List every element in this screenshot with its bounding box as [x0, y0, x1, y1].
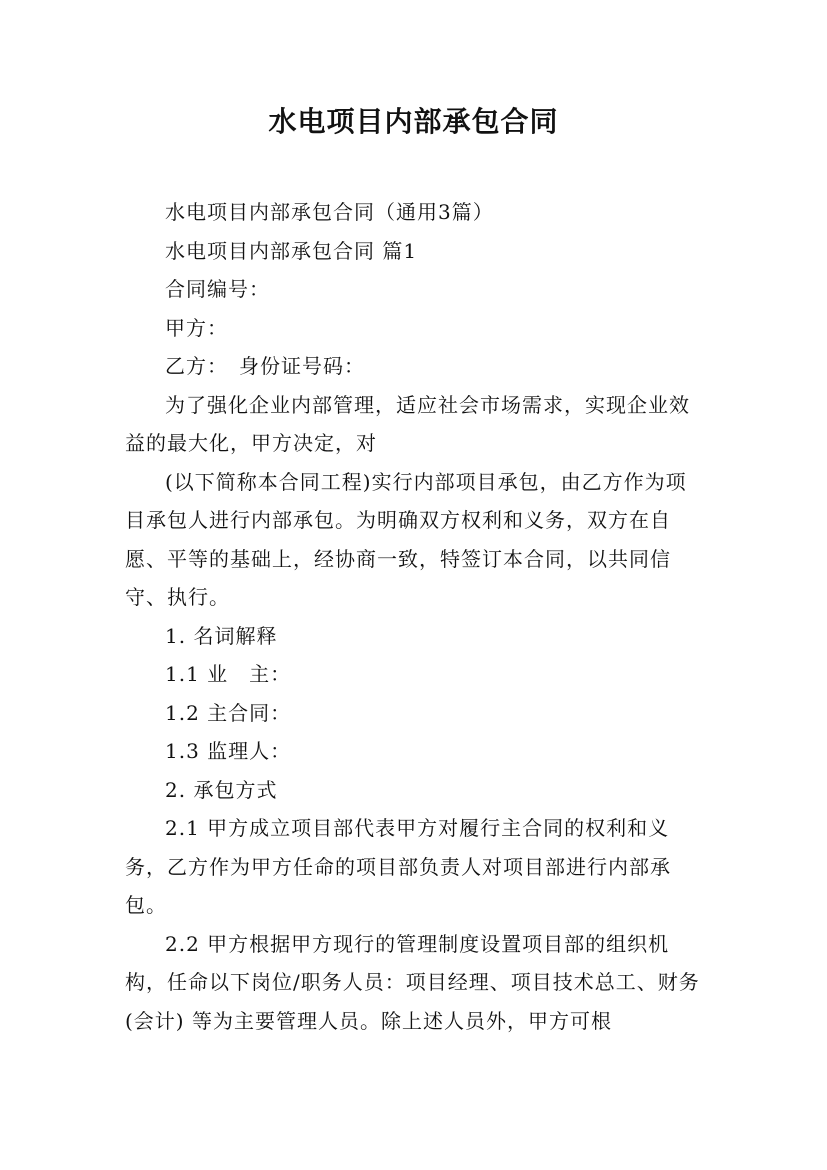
document-body	[125, 193, 705, 1040]
paragraph-1-2: 1.2 主合同：	[165, 700, 292, 725]
paragraph-part-title: 水电项目内部承包合同 篇1	[165, 238, 418, 263]
paragraph-contract-intro: (以下简称本合同工程)实行内部项目承包，由乙方作为项目承包人进行内部承包。为明确双方权利和义务，双方在自愿、平等的基础上，经协商一致，特签订本合同，以共同信守、执行。	[125, 469, 687, 609]
paragraph-section-2: 2. 承包方式	[165, 777, 278, 802]
paragraph-1-1: 1.1 业 主：	[165, 662, 292, 686]
paragraph-party-b: 乙方： 身份证号码：	[165, 354, 365, 378]
paragraph-1-3: 1.3 监理人：	[165, 739, 292, 763]
paragraph-section-1: 1. 名词解释	[165, 623, 278, 648]
paragraph-purpose: 为了强化企业内部管理，适应社会市场需求，实现企业效益的最大化，甲方决定，对	[125, 392, 690, 455]
paragraph-2-1: 2.1 甲方成立项目部代表甲方对履行主合同的权利和义务，乙方作为甲方任命的项目部负责人对项目部进行内部承包。	[125, 816, 671, 917]
paragraph-party-a: 甲方：	[165, 315, 228, 340]
paragraph-2-2: 2.2 甲方根据甲方现行的管理制度设置项目部的组织机构，任命以下岗位/职务人员：项目经理、项目技术总工、财务(会计) 等为主要管理人员。除上述人员外，甲方可根	[125, 931, 700, 1033]
document-title: 水电项目内部承包合同	[268, 105, 559, 138]
paragraph-contract-number: 合同编号：	[165, 277, 270, 301]
paragraph-collection-title: 水电项目内部承包合同（通用3篇）	[165, 200, 494, 224]
